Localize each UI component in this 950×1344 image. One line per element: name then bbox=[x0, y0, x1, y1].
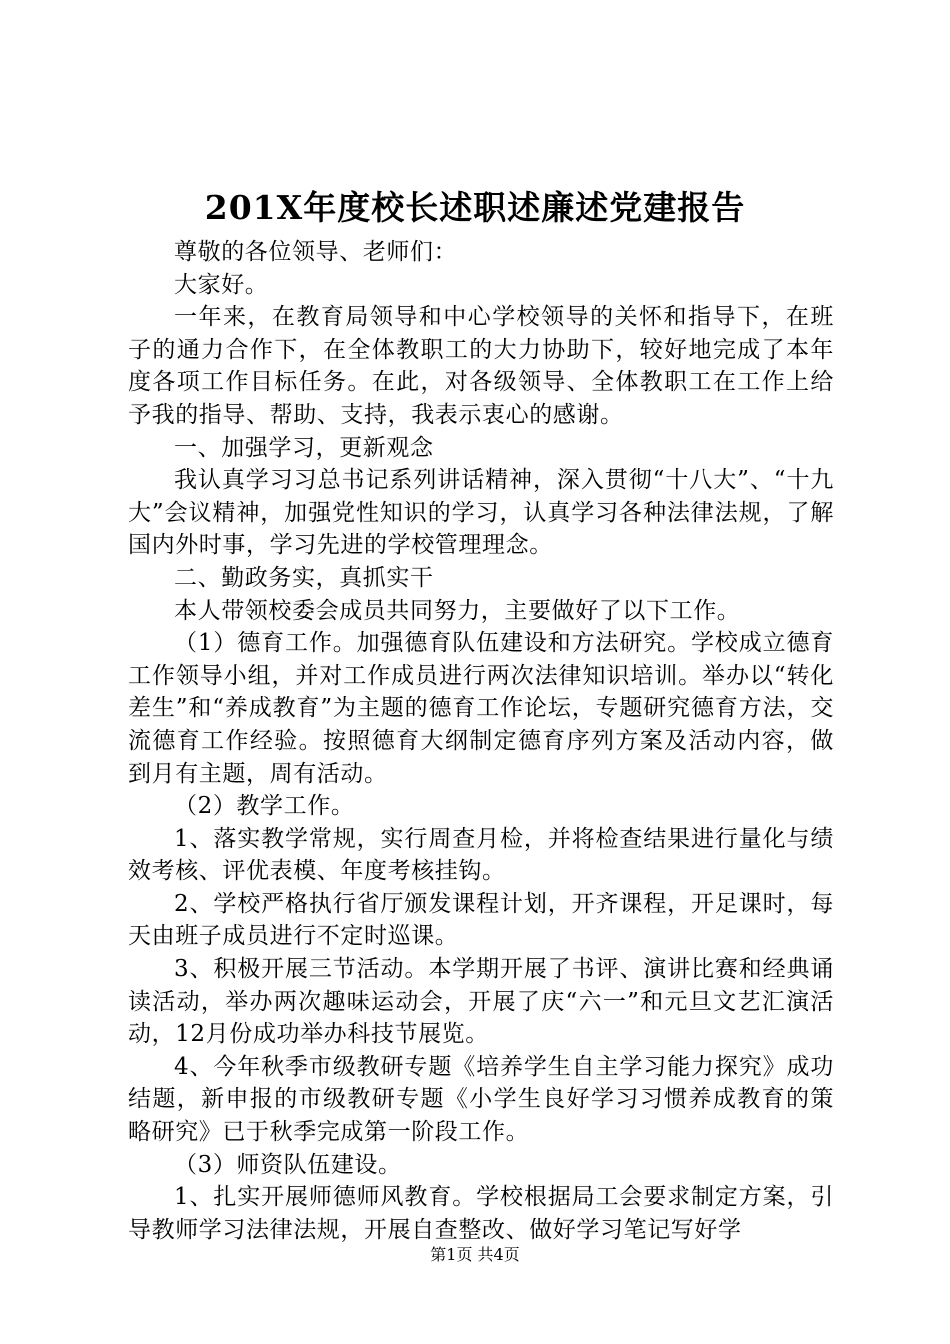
moral-education-paragraph: （1）德育工作。加强德育队伍建设和方法研究。学校成立德育工作领导小组，并对工作成员进行两次法律知识培训。举办以“转化差生”和“养成教育”为主题的德育工作论坛，专题研究德育方法，交流德育工作经验。按照德育大纲制定德育序列方案及活动内容，做到月有主题，周有活动。 bbox=[128, 630, 834, 787]
section-2-intro: 本人带领校委会成员共同努力，主要做好了以下工作。 bbox=[174, 597, 741, 624]
teaching-item-3: 3、积极开展三节活动。本学期开展了书评、演讲比赛和经典诵读活动，举办两次趣味运动会，开展了庆“六一”和元旦文艺汇演活动，12月份成功举办科技节展览。 bbox=[128, 956, 834, 1048]
teaching-heading: （2）教学工作。 bbox=[174, 793, 355, 820]
page-footer: 第1页 共4页 bbox=[430, 1245, 520, 1264]
section-heading-2: 二、勤政务实，真抓实干 bbox=[174, 564, 434, 591]
section-1-paragraph: 我认真学习习总书记系列讲话精神，深入贯彻“十八大”、“十九大”会议精神，加强党性知识的学习，认真学习各种法律法规，了解国内外时事，学习先进的学校管理理念。 bbox=[128, 467, 834, 559]
staff-heading: （3）师资队伍建设。 bbox=[174, 1151, 402, 1178]
document-title: 201X年度校长述职述廉述党建报告 bbox=[204, 188, 746, 227]
salutation: 尊敬的各位领导、老师们： bbox=[174, 239, 458, 265]
intro-paragraph: 一年来，在教育局领导和中心学校领导的关怀和指导下，在班子的通力合作下，在全体教职工的大力协助下，较好地完成了本年度各项工作目标任务。在此，对各级领导、全体教职工在工作上给予我的指导、帮助、支持，我表示衷心的感谢。 bbox=[128, 304, 834, 428]
greeting: 大家好。 bbox=[174, 271, 269, 298]
teaching-item-1: 1、落实教学常规，实行周查月检，并将检查结果进行量化与绩效考核、评优表模、年度考核挂钩。 bbox=[128, 825, 834, 885]
staff-item-1: 1、扎实开展师德师风教育。学校根据局工会要求制定方案，引导教师学习法律法规，开展自查整改、做好学习笔记写好学 bbox=[128, 1184, 834, 1243]
teaching-item-4: 4、今年秋季市级教研专题《培养学生自主学习能力探究》成功结题，新申报的市级教研专题《小学生良好学习习惯养成教育的策略研究》已于秋季完成第一阶段工作。 bbox=[128, 1053, 834, 1146]
section-heading-1: 一、加强学习，更新观念 bbox=[174, 434, 434, 461]
document-body bbox=[128, 236, 834, 1246]
teaching-item-2: 2、学校严格执行省厅颁发课程计划，开齐课程，开足课时，每天由班子成员进行不定时巡课。 bbox=[128, 890, 834, 950]
